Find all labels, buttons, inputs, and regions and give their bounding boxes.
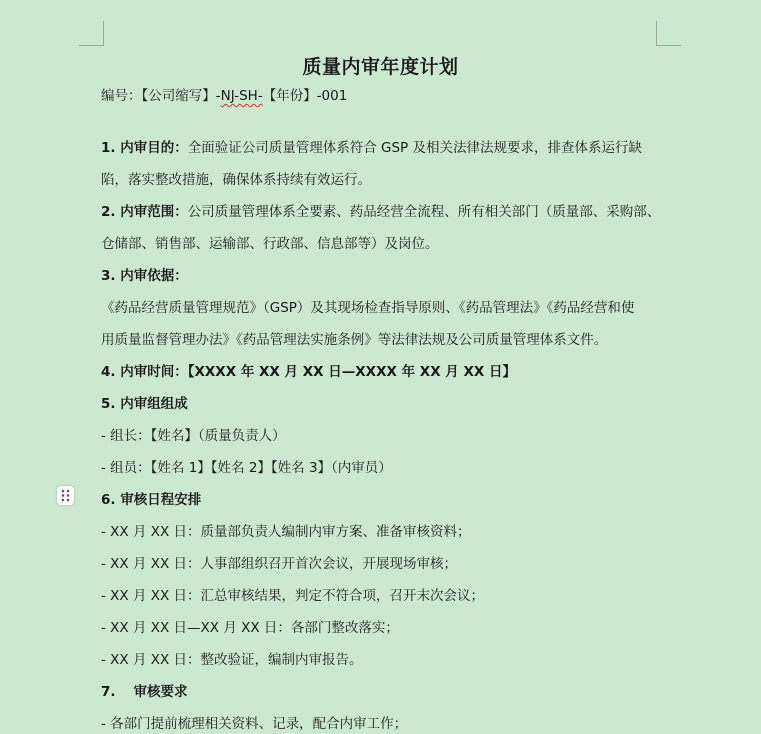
section-5-item-leader[interactable]: - 组长：【姓名】（质量负责人） [101,428,286,444]
section-6-item-2[interactable]: - XX 月 XX 日：人事部组织召开首次会议，开展现场审核； [101,556,458,572]
section-6-heading-text: 6. 审核日程安排 [101,492,202,508]
section-6-item-1[interactable]: - XX 月 XX 日：质量部负责人编制内审方案、准备审核资料； [101,524,471,540]
drag-handle-icon[interactable] [57,486,74,505]
document-code-line[interactable] [101,86,347,106]
section-2-text-1: 公司质量管理体系全要素、药品经营全流程、所有相关部门（质量部、采购部、 [187,204,661,220]
section-1-text-1: 全面验证公司质量管理体系符合 GSP 及相关法律法规要求，排查体系运行缺 [187,140,642,156]
section-3-line-2[interactable]: 用质量监督管理办法》《药品管理法实施条例》等法律法规及公司质量管理体系文件。 [101,332,608,348]
section-3-heading-text: 3. 内审依据： [101,268,188,284]
section-4-line[interactable] [101,362,516,382]
code-suffix: 【年份】-001 [262,88,348,104]
section-1-line-2[interactable]: 陷，落实整改措施，确保体系持续有效运行。 [101,172,371,188]
page-corner-mark-top-left [79,21,104,46]
section-7-heading-text: 审核要求 [133,684,188,700]
section-3-line-1[interactable]: 《药品经营质量管理规范》（GSP）及其现场检查指导原则、《药品管理法》《药品经营和使 [101,300,635,316]
section-2-line-2[interactable]: 仓储部、销售部、运输部、行政部、信息部等）及岗位。 [101,236,439,252]
code-mid-spellcheck: NJ-SH- [220,88,263,104]
section-6-item-3[interactable]: - XX 月 XX 日：汇总审核结果，判定不符合项，召开末次会议； [101,588,485,604]
section-7-heading[interactable] [101,682,188,702]
page-corner-mark-top-right [656,21,681,46]
section-6-item-5[interactable]: - XX 月 XX 日：整改验证，编制内审报告。 [101,652,363,668]
section-7-item-1[interactable]: - 各部门提前梳理相关资料、记录，配合内审工作； [101,716,408,732]
section-5-heading-text: 5. 内审组组成 [101,396,188,412]
section-5-item-members[interactable]: - 组员：【姓名 1】【姓名 2】【姓名 3】（内审员） [101,460,392,476]
section-1-heading: 1. 内审目的： [101,140,188,156]
section-3-heading[interactable] [101,266,188,286]
section-2-line-1[interactable] [101,202,660,222]
section-1-line-1[interactable] [101,138,642,158]
document-title[interactable]: 质量内审年度计划 [302,56,459,78]
section-7-number: 7. [101,684,116,700]
code-prefix: 编号：【公司缩写】- [101,88,221,104]
section-4-heading: 4. 内审时间： [101,364,188,380]
section-6-heading[interactable] [101,490,201,510]
section-5-heading[interactable] [101,394,188,414]
section-6-item-4[interactable]: - XX 月 XX 日—XX 月 XX 日：各部门整改落实； [101,620,399,636]
section-2-heading: 2. 内审范围： [101,204,188,220]
section-4-value: 【XXXX 年 XX 月 XX 日—XXXX 年 XX 月 XX 日】 [187,364,517,380]
